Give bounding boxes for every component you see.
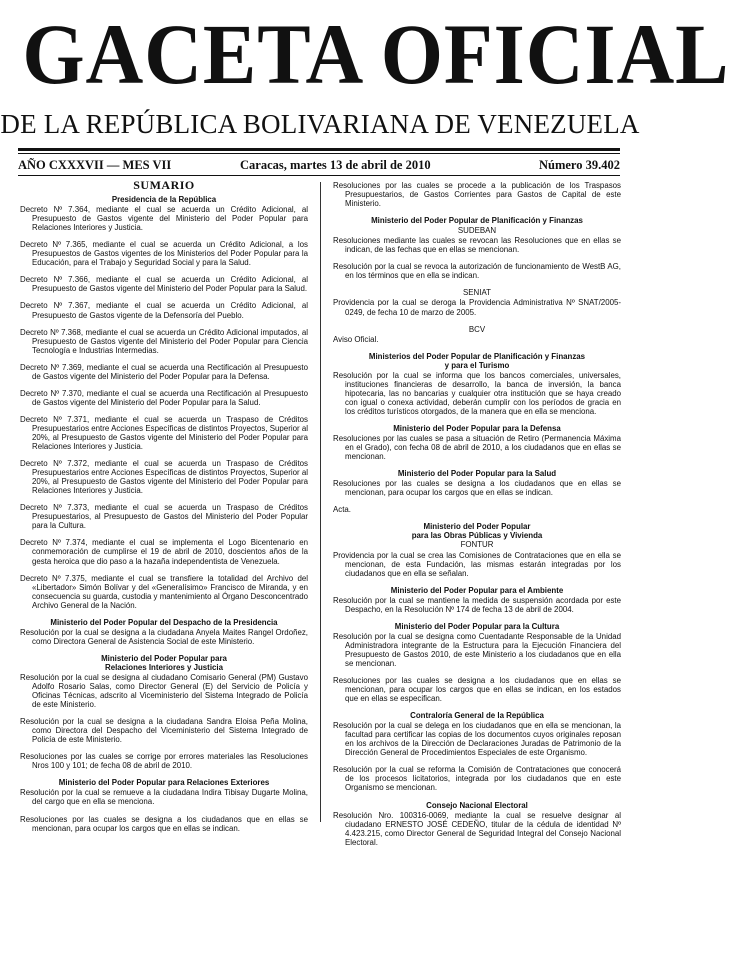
decree-7367: Decreto Nº 7.367, mediante el cual se acuerda un Crédito Adicional, al Presupuesto de Gastos vigente de la Defensoría del Pueblo. xyxy=(20,301,308,320)
gazette-title: GACETA OFICIAL xyxy=(22,6,729,102)
issue-number: Número 39.402 xyxy=(538,158,620,172)
resolution-entry: Resoluciones por las cuales se designa a los ciudadanos que en ellas se mencionan, para ocupar los cargos que en ellas se indican. xyxy=(333,479,621,498)
resolution-entry: Resolución por la cual se mantiene la medida de suspensión acordada por este Despacho, en la Resolución Nº 174 de fecha 13 de abril de 2004. xyxy=(333,595,621,614)
resolution-entry: Resoluciones mediante las cuales se revocan las Resoluciones que en ellas se indican, de las fechas que en ellas se mencionan. xyxy=(333,236,621,255)
resolution-entry: Resoluciones por las cuales se designa a los ciudadanos que en ellas se mencionan, para ocupar los cargos que en ellas se indican. xyxy=(20,814,308,833)
issue-year: AÑO CXXXVII — MES VII xyxy=(18,158,172,172)
resolution-entry: Resoluciones por las cuales se procede a la publicación de los Traspasos Presupuestarios, de Gastos Corrientes para Gastos de Capital de este Ministerio. xyxy=(333,181,621,209)
decree-7374: Decreto Nº 7.374, mediante el cual se implementa el Logo Bicentenario en conmemoración de cumplirse el 19 de abril de 2010, doscientos años de la gesta heroica que dio paso a la hazaña independentista de Venezuela. xyxy=(20,538,308,566)
summary-title: SUMARIO xyxy=(133,178,195,192)
decree-7364: Decreto Nº 7.364, mediante el cual se acuerda un Crédito Adicional, al Presupuesto de Gastos vigente del Ministerio del Poder Popular para Relaciones Interiores y Justicia. xyxy=(20,205,308,233)
masthead-rule-thick xyxy=(18,148,620,151)
resolution-entry: Resolución Nro. 100316-0069, mediante la cual se resuelve designar al ciudadano ERNESTO JOSÉ CEDEÑO, titular de la cédula de identidad Nº 4.423.215, como Director General de Seguridad Integral del Consejo Nacional Electoral. xyxy=(333,810,621,847)
resolution-entry: Resolución por la cual se designa a la ciudadana Sandra Eloisa Peña Molina, como Directora del Despacho del Viceministerio del Sistema Integrado de Policía de este Ministerio. xyxy=(20,717,308,745)
resolution-entry: Resolución por la cual se reforma la Comisión de Contrataciones que conocerá de los procesos licitatorios, integrada por los ciudadanos que en este Organismo se mencionan. xyxy=(333,765,621,793)
decree-7366: Decreto Nº 7.366, mediante el cual se acuerda un Crédito Adicional, al Presupuesto de Gastos vigente del Ministerio del Poder Popular para la Salud. xyxy=(20,275,308,294)
agency-heading: SUDEBAN xyxy=(457,226,497,236)
summary-right-column xyxy=(333,181,621,855)
resolution-entry: Resolución por la cual se informa que los bancos comerciales, universales, instituciones financieras de desarrollo, la banca de inversión, la banca hipotecaria, las no bancarias y cualquier otra institución que se haya creado con igual o conexa actividad, deberán cumplir con los períodos de gracia en los créditos turísticos otorgados, de la manera que en ella se menciona. xyxy=(333,370,621,416)
providence-entry: Providencia por la cual se crea las Comisiones de Contrataciones que en ella se mencionan, de esta Fundación, las mismas estarán integradas por los ciudadanos que en ella se señalan. xyxy=(333,550,621,578)
section-heading: Ministerio del Poder Popular para el Ambiente xyxy=(390,585,564,595)
acta-entry: Acta. xyxy=(333,505,351,515)
resolution-entry: Resolución por la cual se remueve a la ciudadana Indira Tibisay Dugarte Molina, del cargo que en ella se menciona. xyxy=(20,788,308,807)
providence-entry: Providencia por la cual se deroga la Providencia Administrativa Nº SNAT/2005-0249, de fecha 10 de marzo de 2005. xyxy=(333,298,621,317)
section-heading: Ministerio del Poder Popular para xyxy=(101,653,227,663)
section-heading: Ministerio del Poder Popular del Despacho de la Presidencia xyxy=(50,617,278,627)
decree-7371: Decreto Nº 7.371, mediante el cual se acuerda un Traspaso de Créditos Presupuestarios entre Acciones Específicas de distintos Proyectos, Superior al 20%, al Presupuesto de Gastos vigente del Ministerio del Poder Popular para Relaciones Interiores y Justicia. xyxy=(20,414,308,452)
section-heading: y para el Turismo xyxy=(444,360,510,370)
section-heading: Ministerio del Poder Popular para la Defensa xyxy=(393,423,561,433)
masthead-rule-thin xyxy=(18,153,620,154)
issue-date: Caracas, martes 13 de abril de 2010 xyxy=(240,158,431,172)
agency-heading: BCV xyxy=(468,324,486,334)
section-heading: Ministerio del Poder Popular para Relaciones Exteriores xyxy=(58,778,270,788)
masthead xyxy=(0,0,729,150)
notice-entry: Aviso Oficial. xyxy=(333,334,379,344)
agency-heading: FONTUR xyxy=(460,540,494,550)
agency-heading: SENIAT xyxy=(463,288,491,298)
summary-left-column xyxy=(20,178,308,841)
resolution-entry: Resoluciones por las cuales se corrige por errores materiales las Resoluciones Nros 100 y 101; de fecha 08 de abril de 2010. xyxy=(20,752,308,771)
section-heading: Ministerios del Poder Popular de Planificación y Finanzas xyxy=(368,351,586,361)
section-heading: Ministerio del Poder Popular xyxy=(423,522,531,532)
decree-7373: Decreto Nº 7.373, mediante el cual se acuerda un Traspaso de Créditos Presupuestarios, al Presupuesto de Gastos del Ministerio del Poder Popular para la Cultura. xyxy=(20,503,308,531)
decree-7369: Decreto Nº 7.369, mediante el cual se acuerda una Rectificación al Presupuesto de Gastos vigente del Ministerio del Poder Popular para la Defensa. xyxy=(20,362,308,381)
column-divider xyxy=(320,182,321,822)
decree-7365: Decreto Nº 7.365, mediante el cual se acuerda un Crédito Adicional, a los Presupuestos de Gastos vigentes de los Ministerios del Poder Popular para la Educación, para el Trabajo y Seguridad Social y para la Salud. xyxy=(20,240,308,268)
decree-7368: Decreto Nº 7.368, mediante el cual se acuerda un Crédito Adicional imputados, al Presupuesto de Gastos vigente del Ministerio del Poder Popular para Ciencia Tecnología e Industrias Intermedias. xyxy=(20,327,308,355)
dateline-rule xyxy=(18,175,620,176)
resolution-entry: Resolución por la cual se designa al ciudadano Comisario General (PM) Gustavo Adolfo Rosario Salas, como Director General (E) del Servicio de Policía y Oficinas Técnicas, adscrito al Viceministerio del Sistema Integrado de Policía de este Ministerio. xyxy=(20,672,308,710)
resolution-entry: Resolución por la cual se revoca la autorización de funcionamiento de WestB AG, en los términos que en ella se indican. xyxy=(333,262,621,281)
section-heading: Contraloría General de la República xyxy=(410,711,544,721)
section-heading: Ministerio del Poder Popular para la Cultura xyxy=(394,621,560,631)
gazette-subtitle: DE LA REPÚBLICA BOLIVARIANA DE VENEZUELA xyxy=(0,109,640,139)
section-heading: Relaciones Interiores y Justicia xyxy=(105,662,223,672)
section-heading: Ministerio del Poder Popular para la Salud xyxy=(397,469,557,479)
decree-7375: Decreto Nº 7.375, mediante el cual se transfiere la totalidad del Archivo del «Libertador» Simón Bolívar y del «Generalísimo» Francisco de Miranda, y en consecuencia su guarda, custodia y mantenimiento al Órgano Desconcentrado Archivo General de la Nación. xyxy=(20,573,308,610)
resolution-entry: Resolución por la cual se designa a la ciudadana Anyela Maites Rangel Ordoñez, como Directora General de Asistencia Social de este Ministerio. xyxy=(20,627,308,646)
decree-7372: Decreto Nº 7.372, mediante el cual se acuerda un Traspaso de Créditos Presupuestarios entre Acciones Específicas de distintos Proyectos, Superior al 20%, al Presupuesto de Gastos vigente del Ministerio del Poder Popular para Relaciones Interiores y Justicia. xyxy=(20,459,308,496)
section-heading: Ministerio del Poder Popular de Planificación y Finanzas xyxy=(371,216,583,226)
decree-7370: Decreto Nº 7.370, mediante el cual se acuerda una Rectificación al Presupuesto de Gastos vigente del Ministerio del Poder Popular para la Salud. xyxy=(20,388,308,407)
section-heading: para las Obras Públicas y Vivienda xyxy=(411,531,543,541)
resolution-entry: Resolución por la cual se delega en los ciudadanos que en ella se mencionan, la facultad para certificar las copias de los documentos cuyos originales reposan en los archivos de la Dirección de Declaraciones Juradas de Patrimonio de la Dirección General de Procedimientos Especiales de este Organismo. xyxy=(333,721,621,758)
section-heading: Consejo Nacional Electoral xyxy=(426,800,528,810)
resolution-entry: Resoluciones por las cuales se pasa a situación de Retiro (Permanencia Máxima en el Grado), con fecha 08 de abril de 2010, a los ciudadanos que en ellas se mencionan. xyxy=(333,434,621,462)
dateline xyxy=(18,158,620,174)
resolution-entry: Resoluciones por las cuales se designa a los ciudadanos que en ellas se mencionan, para ocupar los cargos que en ellas se indican, en los estados que en ellas se especifican. xyxy=(333,676,621,704)
resolution-entry: Resolución por la cual se designa como Cuentadante Responsable de la Unidad Administradora integrante de la Estructura para la Ejecución Financiera del Presupuesto de Gastos 2010, de este Ministerio a los ciudadanos que en ella se mencionan. xyxy=(333,631,621,668)
section-heading: Presidencia de la República xyxy=(111,195,217,205)
